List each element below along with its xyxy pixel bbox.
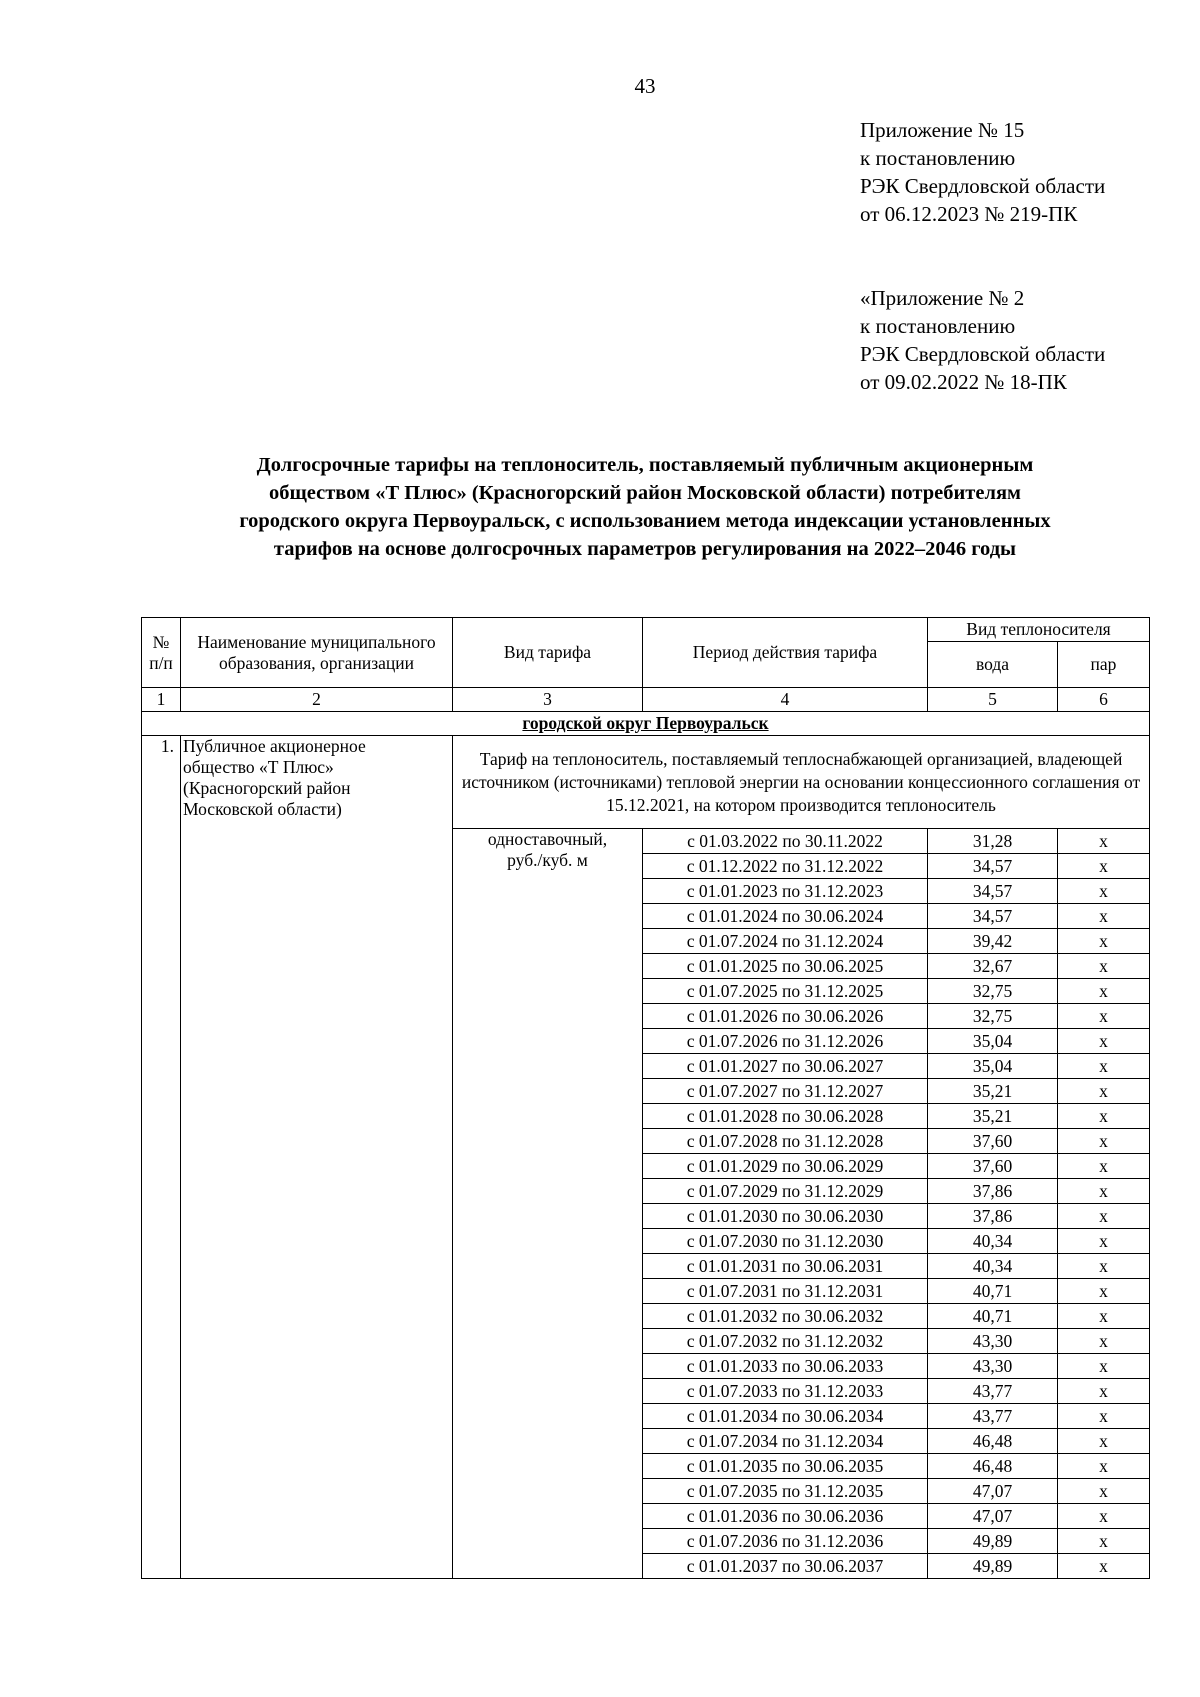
tariff-water-value: 46,48 — [928, 1454, 1058, 1479]
tariff-steam-value: x — [1058, 1454, 1150, 1479]
tariff-water-value: 40,71 — [928, 1279, 1058, 1304]
tariff-steam-value: x — [1058, 1254, 1150, 1279]
tariffs-table — [141, 617, 1150, 1579]
org-index: 1. — [142, 736, 181, 1579]
title-line2: обществом «Т Плюс» (Красногорский район Московской области) потребителям — [268, 482, 1022, 504]
tariff-type-line1: одноставочный, — [487, 829, 608, 849]
tariff-steam-value: x — [1058, 1229, 1150, 1254]
appendix-original-line2: к постановлению — [860, 314, 1016, 338]
tariff-water-value: 34,57 — [928, 854, 1058, 879]
tariff-period: с 01.01.2033 по 30.06.2033 — [643, 1354, 928, 1379]
tariff-water-value: 31,28 — [928, 829, 1058, 854]
tariff-period: с 01.07.2026 по 31.12.2026 — [643, 1029, 928, 1054]
tariff-water-value: 37,60 — [928, 1129, 1058, 1154]
tariff-steam-value: x — [1058, 1079, 1150, 1104]
column-number: 3 — [453, 688, 643, 712]
tariff-water-value: 43,77 — [928, 1379, 1058, 1404]
tariff-steam-value: x — [1058, 1529, 1150, 1554]
tariff-steam-value: x — [1058, 1479, 1150, 1504]
appendix-current-line3: РЭК Свердловской области — [860, 174, 1106, 198]
tariff-period: с 01.01.2026 по 30.06.2026 — [643, 1004, 928, 1029]
header-period: Период действия тарифа — [643, 618, 928, 688]
tariff-period: с 01.07.2031 по 31.12.2031 — [643, 1279, 928, 1304]
tariff-water-value: 43,30 — [928, 1354, 1058, 1379]
title-line3: городского округа Первоуральск, с использованием метода индексации установленных — [239, 510, 1051, 532]
tariff-type-line2: руб./куб. м — [507, 850, 588, 870]
org-description-row — [142, 736, 1150, 829]
column-number: 6 — [1058, 688, 1150, 712]
header-tariff-type: Вид тарифа — [453, 618, 643, 688]
column-number: 4 — [643, 688, 928, 712]
tariff-water-value: 46,48 — [928, 1429, 1058, 1454]
tariff-water-value: 40,71 — [928, 1304, 1058, 1329]
tariff-type — [453, 829, 643, 1579]
tariff-steam-value: x — [1058, 1204, 1150, 1229]
tariff-steam-value: x — [1058, 1554, 1150, 1579]
tariff-steam-value: x — [1058, 1404, 1150, 1429]
tariff-period: с 01.01.2023 по 31.12.2023 — [643, 879, 928, 904]
tariff-period: с 01.01.2025 по 30.06.2025 — [643, 954, 928, 979]
tariff-steam-value: x — [1058, 1354, 1150, 1379]
org-name-line3: (Красногорский район — [183, 778, 351, 798]
tariff-period: с 01.07.2025 по 31.12.2025 — [643, 979, 928, 1004]
tariff-water-value: 40,34 — [928, 1254, 1058, 1279]
tariff-water-value: 40,34 — [928, 1229, 1058, 1254]
header-water: вода — [928, 642, 1058, 688]
appendix-current-line2: к постановлению — [860, 146, 1016, 170]
org-name — [181, 736, 453, 1579]
org-name-line4: Московской области) — [183, 799, 342, 819]
page-number: 43 — [634, 74, 656, 98]
district-name: городской округ Первоуральск — [142, 712, 1150, 736]
appendix-original-block — [860, 284, 1105, 396]
tariff-steam-value: x — [1058, 1154, 1150, 1179]
tariff-water-value: 49,89 — [928, 1554, 1058, 1579]
tariff-period: с 01.07.2029 по 31.12.2029 — [643, 1179, 928, 1204]
tariff-steam-value: x — [1058, 1429, 1150, 1454]
appendix-current-line4: от 06.12.2023 № 219-ПК — [860, 202, 1078, 226]
tariff-period: с 01.01.2028 по 30.06.2028 — [643, 1104, 928, 1129]
tariff-water-value: 39,42 — [928, 929, 1058, 954]
tariff-period: с 01.03.2022 по 30.11.2022 — [643, 829, 928, 854]
tariff-steam-value: x — [1058, 1504, 1150, 1529]
tariff-water-value: 37,86 — [928, 1204, 1058, 1229]
column-number: 2 — [181, 688, 453, 712]
appendix-original-line4: от 09.02.2022 № 18-ПК — [860, 370, 1067, 394]
tariff-period: с 01.01.2032 по 30.06.2032 — [643, 1304, 928, 1329]
tariff-period: с 01.01.2024 по 30.06.2024 — [643, 904, 928, 929]
tariff-steam-value: x — [1058, 1054, 1150, 1079]
appendix-original-line1: «Приложение № 2 — [860, 286, 1025, 310]
tariff-period: с 01.01.2029 по 30.06.2029 — [643, 1154, 928, 1179]
org-name-line2: общество «Т Плюс» — [183, 757, 334, 777]
tariff-period: с 01.01.2036 по 30.06.2036 — [643, 1504, 928, 1529]
tariff-period: с 01.01.2037 по 30.06.2037 — [643, 1554, 928, 1579]
tariff-steam-value: x — [1058, 1304, 1150, 1329]
header-steam: пар — [1058, 642, 1150, 688]
district-row — [142, 712, 1150, 736]
tariff-period: с 01.01.2034 по 30.06.2034 — [643, 1404, 928, 1429]
tariff-period: с 01.07.2035 по 31.12.2035 — [643, 1479, 928, 1504]
tariff-steam-value: x — [1058, 979, 1150, 1004]
tariff-period: с 01.01.2035 по 30.06.2035 — [643, 1454, 928, 1479]
tariff-steam-value: x — [1058, 1104, 1150, 1129]
tariff-water-value: 37,86 — [928, 1179, 1058, 1204]
tariff-water-value: 34,57 — [928, 879, 1058, 904]
tariff-water-value: 47,07 — [928, 1504, 1058, 1529]
tariff-period: с 01.12.2022 по 31.12.2022 — [643, 854, 928, 879]
column-number-row — [142, 688, 1150, 712]
tariff-water-value: 43,77 — [928, 1404, 1058, 1429]
tariff-period: с 01.07.2036 по 31.12.2036 — [643, 1529, 928, 1554]
tariff-water-value: 34,57 — [928, 904, 1058, 929]
tariff-steam-value: x — [1058, 1004, 1150, 1029]
tariff-steam-value: x — [1058, 1279, 1150, 1304]
tariff-period: с 01.01.2027 по 30.06.2027 — [643, 1054, 928, 1079]
tariff-water-value: 47,07 — [928, 1479, 1058, 1504]
tariff-period: с 01.01.2031 по 30.06.2031 — [643, 1254, 928, 1279]
tariff-water-value: 35,04 — [928, 1029, 1058, 1054]
tariff-steam-value: x — [1058, 954, 1150, 979]
tariff-water-value: 32,75 — [928, 1004, 1058, 1029]
tariff-period: с 01.07.2024 по 31.12.2024 — [643, 929, 928, 954]
tariff-steam-value: x — [1058, 1029, 1150, 1054]
tariff-period: с 01.07.2027 по 31.12.2027 — [643, 1079, 928, 1104]
tariff-period: с 01.01.2030 по 30.06.2030 — [643, 1204, 928, 1229]
title-line1: Долгосрочные тарифы на теплоноситель, поставляемый публичным акционерным — [256, 454, 1034, 476]
org-name-line1: Публичное акционерное — [183, 736, 366, 756]
tariff-period: с 01.07.2030 по 31.12.2030 — [643, 1229, 928, 1254]
header-carrier-group: Вид теплоносителя — [928, 618, 1150, 642]
tariff-water-value: 49,89 — [928, 1529, 1058, 1554]
tariff-steam-value: x — [1058, 929, 1150, 954]
header-num: № п/п — [142, 618, 181, 688]
tariff-water-value: 35,04 — [928, 1054, 1058, 1079]
appendix-current-line1: Приложение № 15 — [860, 118, 1025, 142]
header-name: Наименование муниципального образования, организации — [181, 618, 453, 688]
column-number: 5 — [928, 688, 1058, 712]
document-title — [150, 451, 1140, 563]
tariff-period: с 01.07.2033 по 31.12.2033 — [643, 1379, 928, 1404]
tariff-steam-value: x — [1058, 1379, 1150, 1404]
tariff-period: с 01.07.2032 по 31.12.2032 — [643, 1329, 928, 1354]
column-number: 1 — [142, 688, 181, 712]
tariff-steam-value: x — [1058, 829, 1150, 854]
tariff-water-value: 32,67 — [928, 954, 1058, 979]
title-line4: тарифов на основе долгосрочных параметров регулирования на 2022–2046 годы — [273, 538, 1017, 560]
tariff-steam-value: x — [1058, 854, 1150, 879]
appendix-original-line3: РЭК Свердловской области — [860, 342, 1106, 366]
tariff-steam-value: x — [1058, 904, 1150, 929]
tariff-water-value: 32,75 — [928, 979, 1058, 1004]
appendix-current-block — [860, 116, 1105, 228]
tariff-period: с 01.07.2028 по 31.12.2028 — [643, 1129, 928, 1154]
tariff-period: с 01.07.2034 по 31.12.2034 — [643, 1429, 928, 1454]
tariff-water-value: 35,21 — [928, 1104, 1058, 1129]
tariff-steam-value: x — [1058, 1329, 1150, 1354]
tariff-steam-value: x — [1058, 1129, 1150, 1154]
tariff-steam-value: x — [1058, 1179, 1150, 1204]
tariff-water-value: 35,21 — [928, 1079, 1058, 1104]
tariff-description: Тариф на теплоноситель, поставляемый теплоснабжающей организацией, владеющей источником (источниками) тепловой энергии на основании концессионного соглашения от 15.12.2021, на котором производится теплоноситель — [453, 736, 1150, 829]
tariff-water-value: 43,30 — [928, 1329, 1058, 1354]
tariff-steam-value: x — [1058, 879, 1150, 904]
tariff-water-value: 37,60 — [928, 1154, 1058, 1179]
